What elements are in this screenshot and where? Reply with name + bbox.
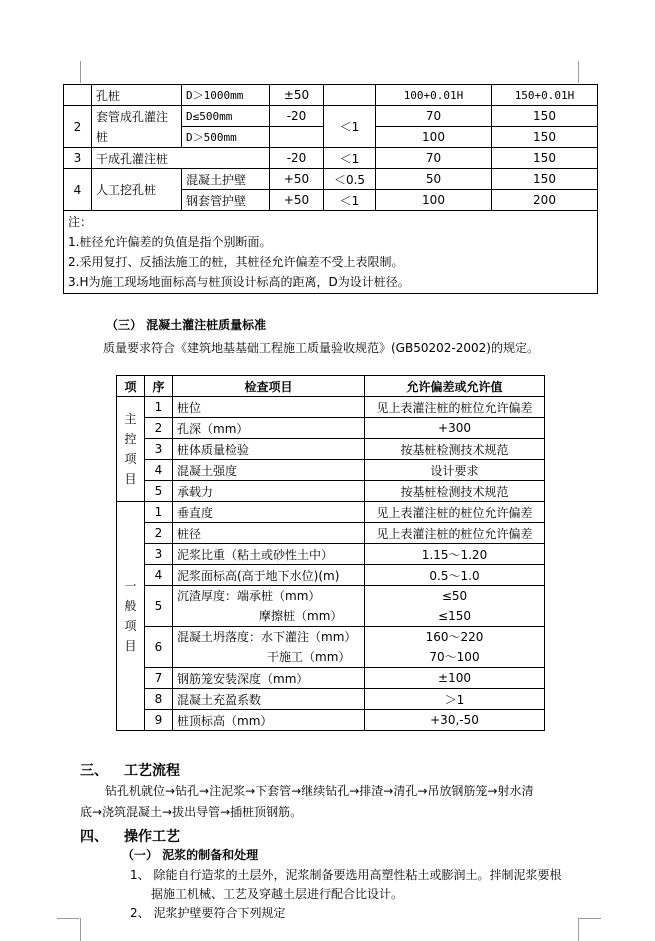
table-row (117, 710, 545, 731)
allowed-value: 见上表灌注桩的桩位允许偏差 (365, 397, 545, 418)
section-number: 四、 (80, 829, 108, 845)
crop-mark (578, 61, 579, 83)
verticality: ＜0.5 (324, 169, 376, 190)
item-number: 7 (145, 668, 173, 689)
diameter-deviation: -20 (270, 106, 324, 127)
check-item (173, 627, 365, 668)
diameter-deviation: +50 (270, 190, 324, 211)
crop-mark (578, 918, 579, 941)
position-tolerance-a: 100 (376, 190, 492, 211)
position-tolerance-b: 150 (492, 127, 598, 148)
allowed-value: 见上表灌注桩的桩位允许偏差 (365, 502, 545, 523)
check-item-line: 沉渣厚度：端承桩（mm） (177, 589, 321, 603)
paragraph-line: 2、 泥浆护壁要符合下列规定 (130, 906, 286, 920)
allowed-value-line: ≤150 (438, 609, 471, 623)
diameter-deviation: -20 (270, 148, 324, 169)
position-tolerance-a: 50 (376, 169, 492, 190)
item-number: 1 (145, 502, 173, 523)
note-line: 注： (68, 215, 93, 229)
general-item-label: 一般项目 (117, 502, 145, 731)
check-item: 混凝土充盈系数 (173, 689, 365, 710)
position-tolerance-b: 150 (492, 106, 598, 127)
pile-type: 干成孔灌注桩 (92, 148, 270, 169)
column-header: 检查项目 (173, 376, 365, 397)
verticality: ＜1 (324, 106, 376, 148)
allowed-value: 按基桩检测技术规范 (365, 481, 545, 502)
section-number: 三、 (80, 763, 108, 779)
crop-mark (57, 918, 79, 919)
allowed-value: 按基桩检测技术规范 (365, 439, 545, 460)
table-header-row (117, 376, 545, 397)
table-row (117, 502, 545, 523)
check-item: 混凝土强度 (173, 460, 365, 481)
allowed-value: 0.5～1.0 (365, 565, 545, 586)
crop-mark (80, 918, 81, 941)
allowed-value: 1.15～1.20 (365, 544, 545, 565)
row-number: 3 (64, 148, 92, 169)
allowed-value: ±100 (365, 668, 545, 689)
table-row (64, 85, 598, 106)
table-row (117, 481, 545, 502)
crop-mark (579, 918, 601, 919)
allowed-value: ＞1 (365, 689, 545, 710)
table-notes (64, 211, 598, 294)
pile-type: 人工挖孔桩 (92, 169, 182, 211)
item-number: 4 (145, 565, 173, 586)
main-control-label: 主控项目 (117, 397, 145, 502)
note-line: 3.H为施工现场地面标高与桩顶设计标高的距离，D为设计桩径。 (68, 275, 410, 289)
verticality: ＜1 (324, 148, 376, 169)
diameter-deviation (270, 127, 324, 148)
table-row (117, 565, 545, 586)
paragraph-line: 1、 除能自行造浆的土层外，泥浆制备要选用高塑性粘土或膨润土。拌制泥浆要根 (130, 868, 562, 882)
check-item: 泥浆面标高(高于地下水位)(m) (173, 565, 365, 586)
table-row (117, 439, 545, 460)
check-item: 泥浆比重（粘土或砂性土中） (173, 544, 365, 565)
position-tolerance-b: 150 (492, 148, 598, 169)
check-item: 垂直度 (173, 502, 365, 523)
pile-condition: 钢套管护壁 (182, 190, 270, 211)
paragraph-line: 据施工机械、工艺及穿越土层进行配合比设计。 (151, 887, 404, 901)
item-number: 9 (145, 710, 173, 731)
pile-condition: D＞1000mm (182, 85, 270, 106)
pile-tolerance-table (63, 84, 598, 294)
position-tolerance-b: 200 (492, 190, 598, 211)
check-item-line: 摩擦桩（mm） (259, 609, 343, 623)
item-number: 2 (145, 523, 173, 544)
table-row (117, 397, 545, 418)
check-item: 桩体质量检验 (173, 439, 365, 460)
verticality: ＜1 (324, 190, 376, 211)
table-row (117, 689, 545, 710)
column-header: 序 (145, 376, 173, 397)
item-number: 3 (145, 439, 173, 460)
table-row (64, 169, 598, 190)
allowed-value: 设计要求 (365, 460, 545, 481)
item-number: 3 (145, 544, 173, 565)
row-number: 4 (64, 169, 92, 211)
position-tolerance-b: 150 (492, 169, 598, 190)
allowed-value: +300 (365, 418, 545, 439)
table-row (117, 627, 545, 668)
item-number: 1 (145, 397, 173, 418)
note-line: 1.桩径允许偏差的负值是指个别断面。 (68, 235, 272, 249)
section-title: 工艺流程 (124, 763, 180, 779)
position-tolerance-a: 70 (376, 148, 492, 169)
note-line: 2.采用复打、反插法施工的桩，其桩径允许偏差不受上表限制。 (68, 255, 404, 269)
crop-mark (80, 61, 81, 83)
table-row (64, 106, 598, 127)
column-header: 项 (117, 376, 145, 397)
pile-condition: 混凝土护壁 (182, 169, 270, 190)
check-item: 孔深（mm） (173, 418, 365, 439)
pile-condition: D≤500mm (182, 106, 270, 127)
check-item: 钢筋笼安装深度（mm） (173, 668, 365, 689)
verticality (324, 85, 376, 106)
diameter-deviation: ±50 (270, 85, 324, 106)
table-row (64, 148, 598, 169)
table-row (117, 544, 545, 565)
allowed-value: +30,-50 (365, 710, 545, 731)
item-number: 5 (145, 481, 173, 502)
pile-type: 孔桩 (92, 85, 182, 106)
check-item-line: 混凝土坍落度：水下灌注（mm） (177, 630, 357, 644)
check-item: 桩径 (173, 523, 365, 544)
allowed-value-line: ≤50 (441, 589, 468, 603)
table-row (117, 523, 545, 544)
section-title: 操作工艺 (124, 829, 180, 845)
section-intro: 质量要求符合《建筑地基基础工程施工质量验收规范》(GB50202-2002)的规定。 (103, 341, 539, 355)
allowed-value (365, 627, 545, 668)
pile-condition: D＞500mm (182, 127, 270, 148)
table-row (117, 668, 545, 689)
allowed-value-line: 70～100 (429, 650, 480, 664)
position-tolerance-b: 150+0.01H (492, 85, 598, 106)
subsection-heading: （一） 泥浆的制备和处理 (122, 848, 259, 862)
process-flow-line: 钻孔机就位→钻孔→注泥浆→下套管→继续钻孔→排渣→清孔→吊放钢筋笼→射水清 (105, 784, 534, 798)
allowed-value (365, 586, 545, 627)
position-tolerance-a: 100 (376, 127, 492, 148)
diameter-deviation: +50 (270, 169, 324, 190)
table-row (117, 460, 545, 481)
process-flow-line: 底→浇筑混凝土→拔出导管→插桩顶钢筋。 (80, 805, 303, 819)
check-item: 桩顶标高（mm） (173, 710, 365, 731)
position-tolerance-a: 100+0.01H (376, 85, 492, 106)
row-number (64, 85, 92, 106)
item-number: 5 (145, 586, 173, 627)
section-heading: （三） 混凝土灌注桩质量标准 (106, 318, 267, 332)
allowed-value-line: 160～220 (425, 630, 484, 644)
row-number: 2 (64, 106, 92, 148)
check-item-line: 干施工（mm） (267, 650, 351, 664)
item-number: 6 (145, 627, 173, 668)
check-item: 桩位 (173, 397, 365, 418)
position-tolerance-a: 70 (376, 106, 492, 127)
item-number: 8 (145, 689, 173, 710)
table-row (117, 418, 545, 439)
quality-standard-table (116, 375, 545, 731)
table-row (117, 586, 545, 627)
item-number: 4 (145, 460, 173, 481)
notes-row (64, 211, 598, 294)
item-number: 2 (145, 418, 173, 439)
pile-type: 套管成孔灌注桩 (92, 106, 182, 148)
check-item (173, 586, 365, 627)
column-header: 允许偏差或允许值 (365, 376, 545, 397)
allowed-value: 见上表灌注桩的桩位允许偏差 (365, 523, 545, 544)
check-item: 承载力 (173, 481, 365, 502)
